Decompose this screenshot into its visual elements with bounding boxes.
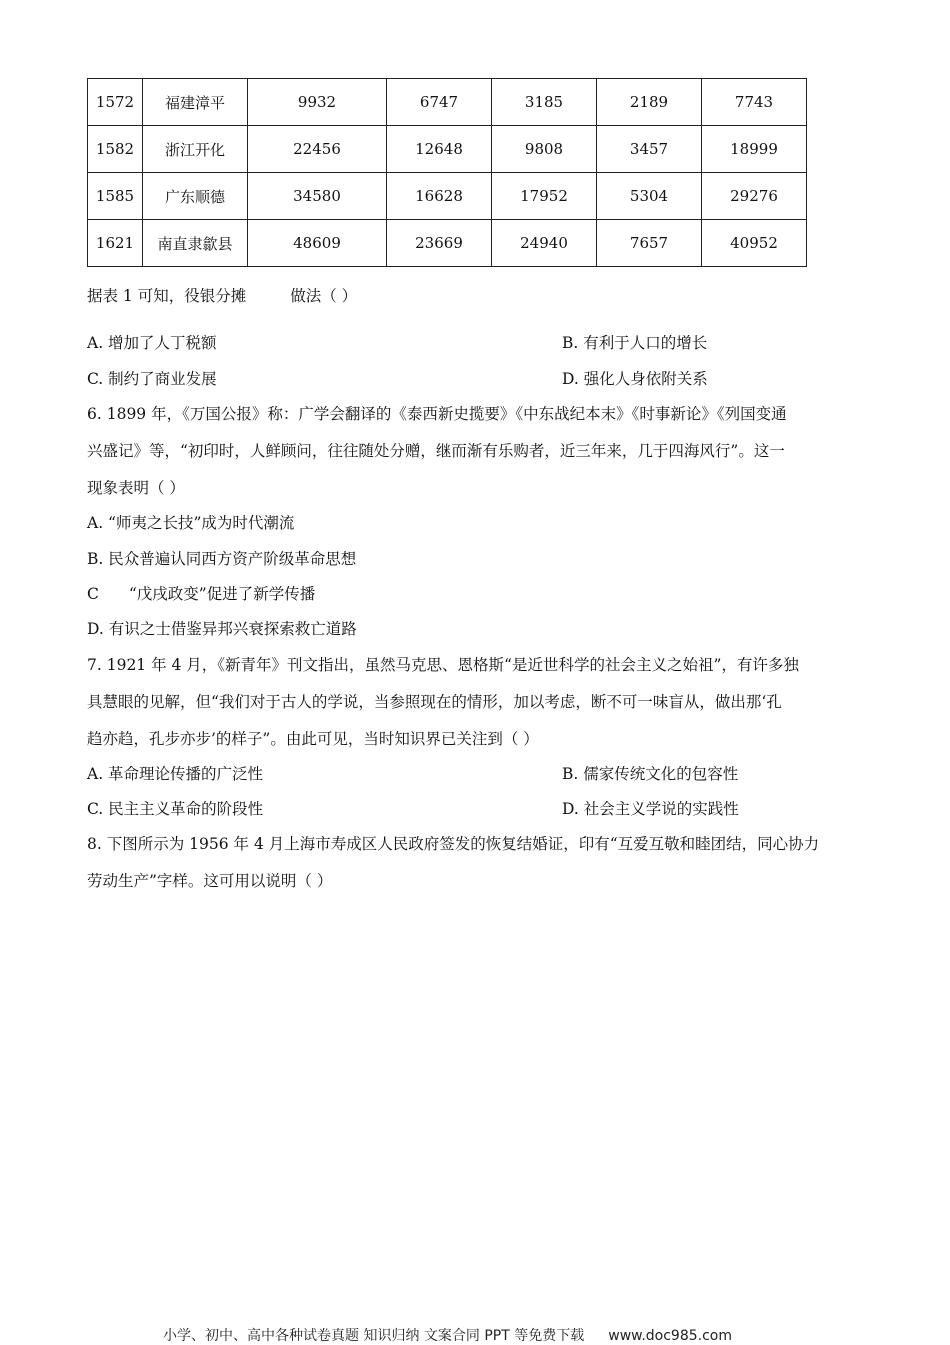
q7-option-a[interactable]: A. 革命理论传播的广泛性 bbox=[87, 765, 264, 783]
footer-text: 小学、初中、高中各种试卷真题 知识归纳 文案合同 PPT 等免费下载 bbox=[163, 1328, 585, 1344]
q6-option-c[interactable] bbox=[87, 584, 315, 604]
table-cell: 40952 bbox=[702, 220, 807, 267]
q7-stem-line-2: 具慧眼的见解，但“我们对于古人的学说，当参照现在的情形，加以考虑，断不可一味盲从，做出那‘孔 bbox=[87, 693, 782, 711]
q5-stem-part-b: 做法（ ） bbox=[290, 287, 358, 305]
table-cell: 12648 bbox=[387, 126, 492, 173]
table-cell: 17952 bbox=[492, 173, 597, 220]
q6-option-a[interactable]: A. “师夷之长技”成为时代潮流 bbox=[87, 514, 295, 532]
table-cell: 9808 bbox=[492, 126, 597, 173]
q6-stem-line-1: 6. 1899 年，《万国公报》称：广学会翻译的《泰西新史揽要》《中东战纪本末》《时事新论》《列国变通 bbox=[87, 405, 787, 423]
q5-option-b[interactable]: B. 有利于人口的增长 bbox=[562, 334, 708, 352]
table-row bbox=[88, 126, 807, 173]
q7-stem-line-1: 7. 1921 年 4 月，《新青年》刊文指出，虽然马克思、恩格斯“是近世科学的社会主义之始祖”，有许多独 bbox=[87, 656, 799, 674]
table-cell: 1582 bbox=[88, 126, 143, 173]
page-footer bbox=[163, 1325, 732, 1345]
q8-stem-line-1: 8. 下图所示为 1956 年 4 月上海市寿成区人民政府签发的恢复结婚证，印有“互爱互敬和睦团结，同心协力 bbox=[87, 835, 820, 853]
q6-option-b[interactable]: B. 民众普遍认同西方资产阶级革命思想 bbox=[87, 550, 357, 568]
table-cell: 29276 bbox=[702, 173, 807, 220]
population-tax-table bbox=[87, 78, 807, 267]
table-cell: 2189 bbox=[597, 79, 702, 126]
q5-option-a[interactable]: A. 增加了人丁税额 bbox=[87, 334, 217, 352]
table-cell: 1621 bbox=[88, 220, 143, 267]
q7-options-row-1 bbox=[87, 764, 739, 784]
table-body bbox=[88, 79, 807, 267]
table-cell: 9932 bbox=[248, 79, 387, 126]
table-cell: 3457 bbox=[597, 126, 702, 173]
q7-options-row-2 bbox=[87, 799, 739, 819]
table-cell: 1572 bbox=[88, 79, 143, 126]
q7-option-b[interactable]: B. 儒家传统文化的包容性 bbox=[562, 765, 739, 783]
table-cell: 5304 bbox=[597, 173, 702, 220]
q5-options-row-2 bbox=[87, 369, 708, 389]
q6-option-d[interactable]: D. 有识之士借鉴异邦兴衰探索救亡道路 bbox=[87, 620, 357, 638]
table-cell: 22456 bbox=[248, 126, 387, 173]
table-row bbox=[88, 173, 807, 220]
table-cell: 广东顺德 bbox=[143, 173, 248, 220]
table-cell: 48609 bbox=[248, 220, 387, 267]
table-cell: 7743 bbox=[702, 79, 807, 126]
table-cell: 1585 bbox=[88, 173, 143, 220]
q7-option-d[interactable]: D. 社会主义学说的实践性 bbox=[562, 800, 739, 818]
q6-stem-line-3: 现象表明（ ） bbox=[87, 479, 185, 497]
table-row bbox=[88, 220, 807, 267]
q7-stem-line-3: 趋亦趋，孔步亦步’的样子”。由此可见，当时知识界已关注到（ ） bbox=[87, 730, 539, 748]
q6-stem-line-2: 兴盛记》等，“初印时，人鲜顾问，往往随处分赠，继而渐有乐购者，近三年来，几于四海风行”。这一 bbox=[87, 442, 785, 460]
q8-stem-line-2: 劳动生产”字样。这可用以说明（ ） bbox=[87, 872, 333, 890]
table-cell: 24940 bbox=[492, 220, 597, 267]
q5-option-c[interactable]: C. 制约了商业发展 bbox=[87, 370, 217, 388]
q6-option-c-letter: C bbox=[87, 585, 99, 603]
table-cell: 7657 bbox=[597, 220, 702, 267]
q5-stem bbox=[87, 286, 357, 306]
table-cell: 34580 bbox=[248, 173, 387, 220]
table-cell: 6747 bbox=[387, 79, 492, 126]
footer-url[interactable]: www.doc985.com bbox=[608, 1328, 732, 1344]
q5-stem-part-a: 据表 1 可知，役银分摊 bbox=[87, 287, 247, 305]
q5-option-d[interactable]: D. 强化人身依附关系 bbox=[562, 370, 708, 388]
table-cell: 18999 bbox=[702, 126, 807, 173]
table-cell: 16628 bbox=[387, 173, 492, 220]
q7-option-c[interactable]: C. 民主主义革命的阶段性 bbox=[87, 800, 264, 818]
table-cell: 浙江开化 bbox=[143, 126, 248, 173]
table-cell: 南直隶歙县 bbox=[143, 220, 248, 267]
q5-options-row-1 bbox=[87, 333, 708, 353]
table-cell: 3185 bbox=[492, 79, 597, 126]
table-cell: 福建漳平 bbox=[143, 79, 248, 126]
q6-option-c-text: “戊戌政变”促进了新学传播 bbox=[128, 585, 316, 603]
table-row bbox=[88, 79, 807, 126]
table-cell: 23669 bbox=[387, 220, 492, 267]
